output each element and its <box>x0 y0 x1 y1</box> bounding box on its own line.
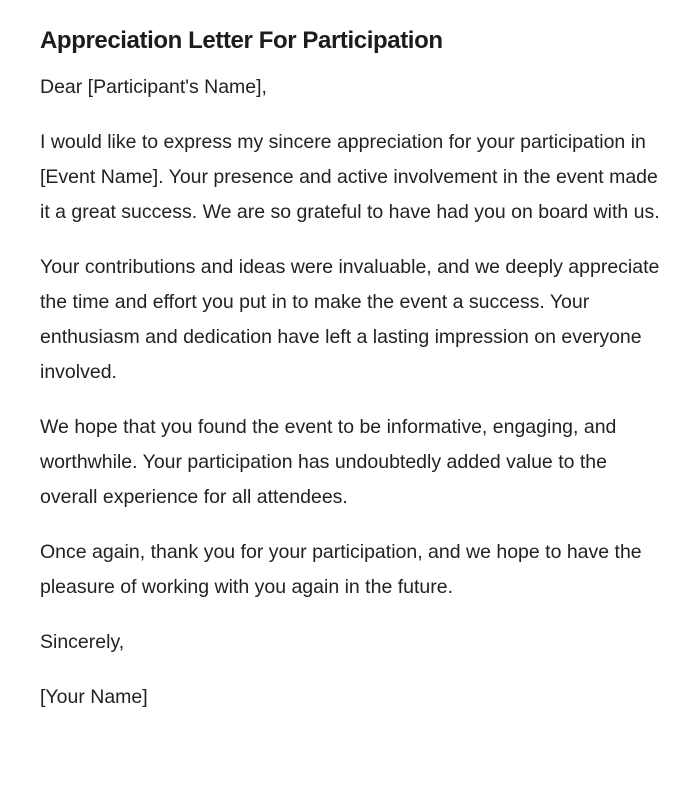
letter-document <box>40 24 660 735</box>
body-paragraph-2: Your contributions and ideas were invaluable, and we deeply appreciate the time and effort you put in to make the event a success. Your enthusiasm and dedication have left a lasting impression on everyone involved. <box>40 256 660 383</box>
body-paragraph-1: I would like to express my sincere appreciation for your participation in [Event Name]. Your presence and active involvement in the event made it a great success. We are so grateful to have had you on board with us. <box>40 131 660 223</box>
salutation: Dear [Participant's Name], <box>40 76 267 98</box>
body-paragraph-4: Once again, thank you for your participation, and we hope to have the pleasure of working with you again in the future. <box>40 541 642 598</box>
body-paragraph-3: We hope that you found the event to be informative, engaging, and worthwhile. Your participation has undoubtedly added value to the overall experience for all attendees. <box>40 416 617 508</box>
signature: [Your Name] <box>40 686 148 708</box>
closing: Sincerely, <box>40 631 125 653</box>
letter-title: Appreciation Letter For Participation <box>40 27 443 54</box>
